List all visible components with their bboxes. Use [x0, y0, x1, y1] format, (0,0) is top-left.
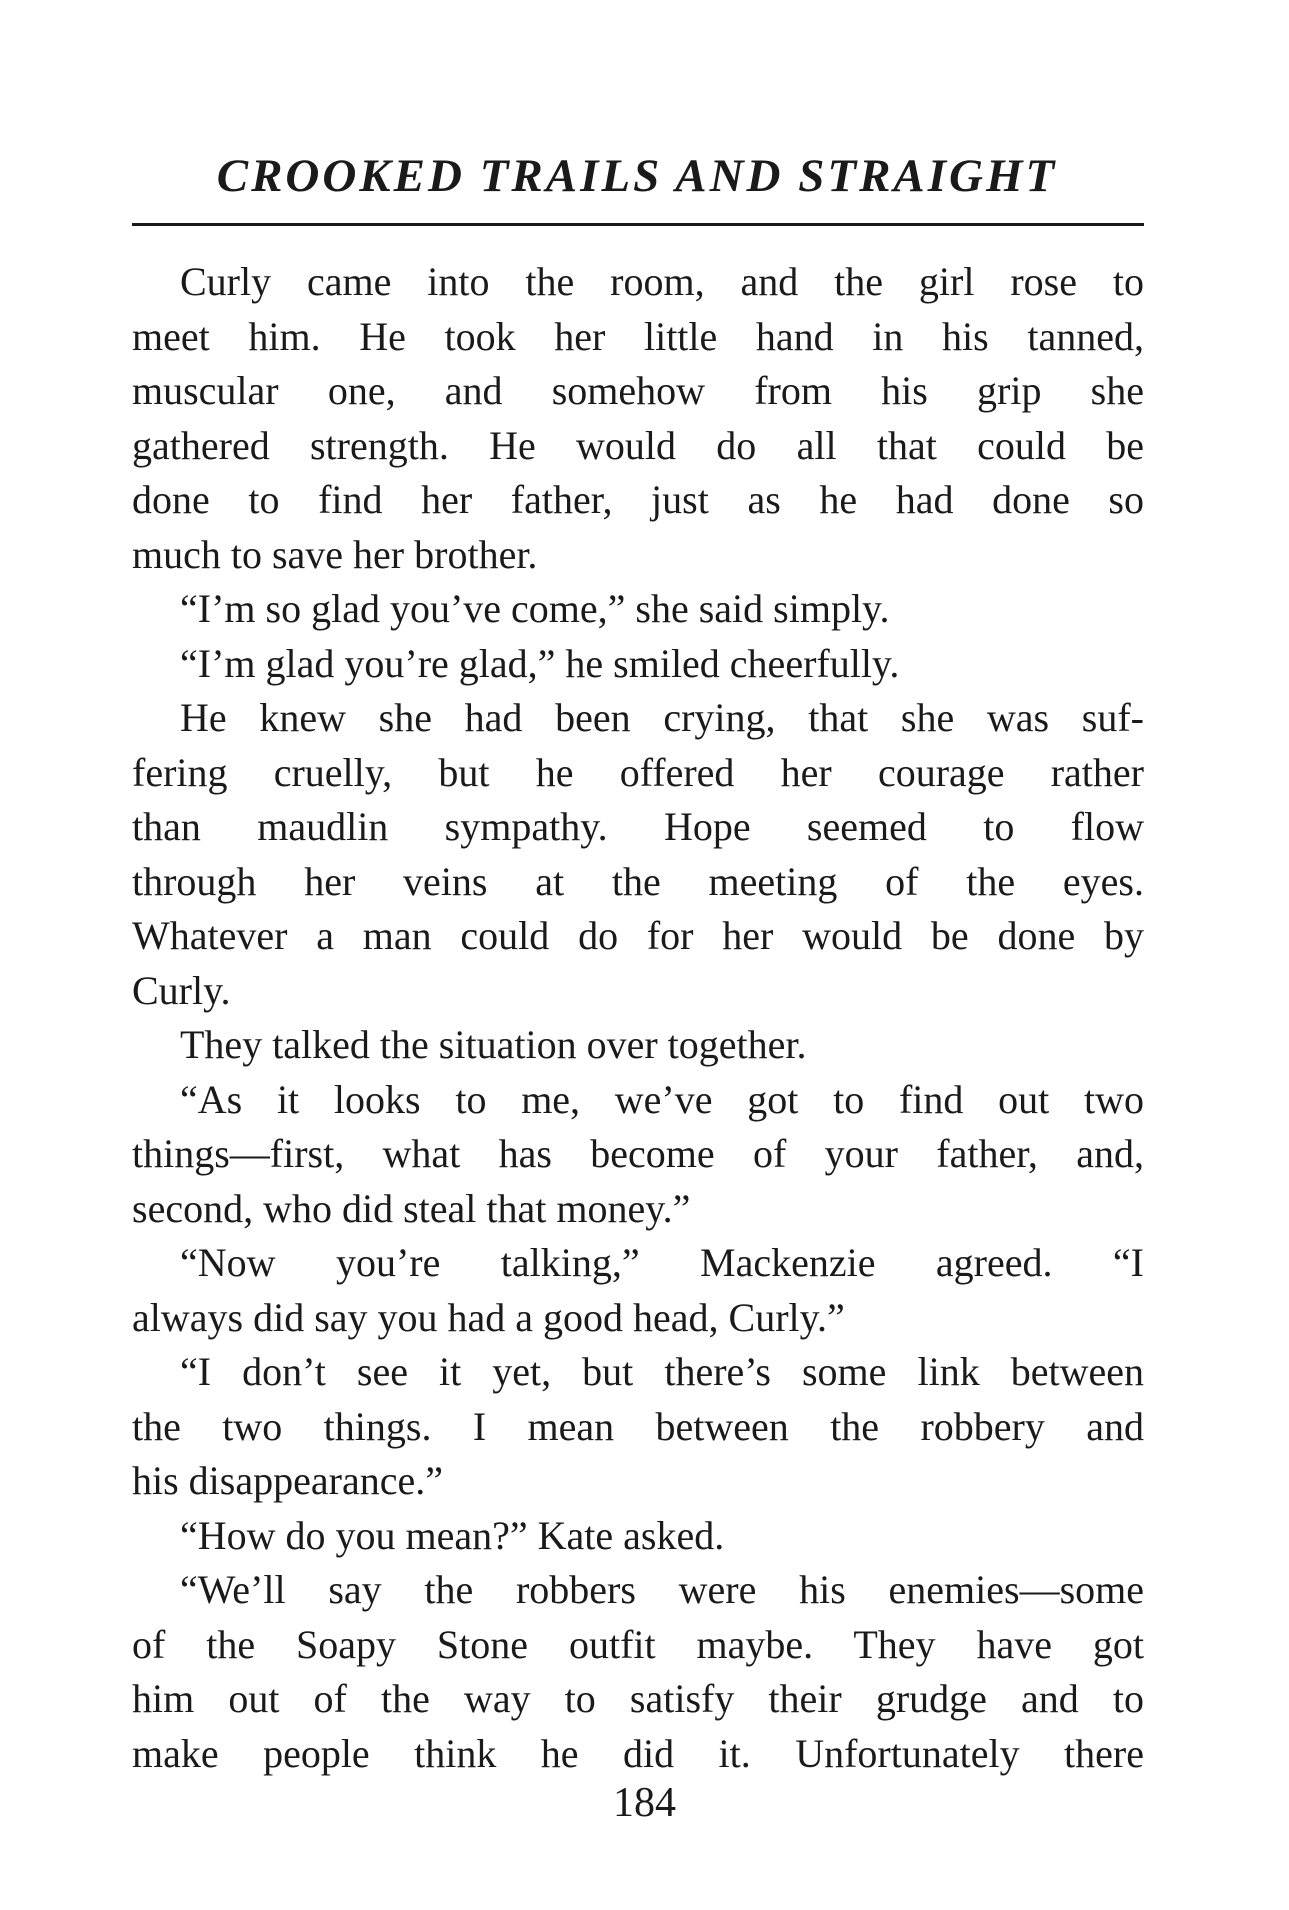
text-line: the two things. I mean between the robbery and: [132, 1403, 1144, 1449]
text-line: make people think he did it. Unfortunately there: [132, 1730, 1144, 1776]
page-number: 184: [613, 1780, 676, 1826]
text-line: his disappearance.”: [132, 1458, 443, 1503]
text-line: things—first, what has become of your father, and,: [132, 1131, 1144, 1176]
text-line: “As it looks to me, we’ve got to find out two: [180, 1076, 1144, 1122]
text-line: muscular one, and somehow from his grip she: [132, 368, 1144, 413]
text-line: gathered strength. He would do all that could be: [132, 422, 1144, 468]
text-line: “I’m glad you’re glad,” he smiled cheerfully.: [180, 640, 900, 686]
text-line: much to save her brother.: [132, 531, 538, 577]
body-text: [132, 255, 1144, 1781]
text-line: second, who did steal that money.”: [132, 1185, 691, 1231]
text-line: of the Soapy Stone outfit maybe. They have got: [132, 1621, 1144, 1667]
running-head: CROOKED TRAILS AND STRAIGHT: [216, 150, 1058, 202]
text-line: Whatever a man could do for her would be done by: [132, 913, 1144, 958]
text-line: than maudlin sympathy. Hope seemed to flow: [132, 804, 1144, 849]
text-line: fering cruelly, but he offered her courage rather: [132, 749, 1144, 795]
text-line: “We’ll say the robbers were his enemies—some: [180, 1567, 1144, 1612]
text-line: “I don’t see it yet, but there’s some link between: [180, 1349, 1144, 1394]
text-line: “I’m so glad you’ve come,” she said simply.: [180, 586, 890, 631]
text-line: through her veins at the meeting of the eyes.: [132, 858, 1144, 904]
text-line: “How do you mean?” Kate asked.: [180, 1512, 725, 1558]
text-line: done to find her father, just as he had done so: [132, 477, 1144, 522]
text-line: Curly came into the room, and the girl rose to: [180, 259, 1144, 304]
text-line: meet him. He took her little hand in his tanned,: [132, 313, 1144, 359]
text-line: They talked the situation over together.: [180, 1022, 807, 1067]
text-line: He knew she had been crying, that she was suf-: [180, 695, 1144, 740]
text-line: always did say you had a good head, Curly.”: [132, 1294, 845, 1340]
text-line: him out of the way to satisfy their grudge and to: [132, 1676, 1144, 1721]
text-line: “Now you’re talking,” Mackenzie agreed. “I: [180, 1240, 1144, 1285]
text-line: Curly.: [132, 967, 231, 1013]
header-rule: [132, 223, 1144, 226]
